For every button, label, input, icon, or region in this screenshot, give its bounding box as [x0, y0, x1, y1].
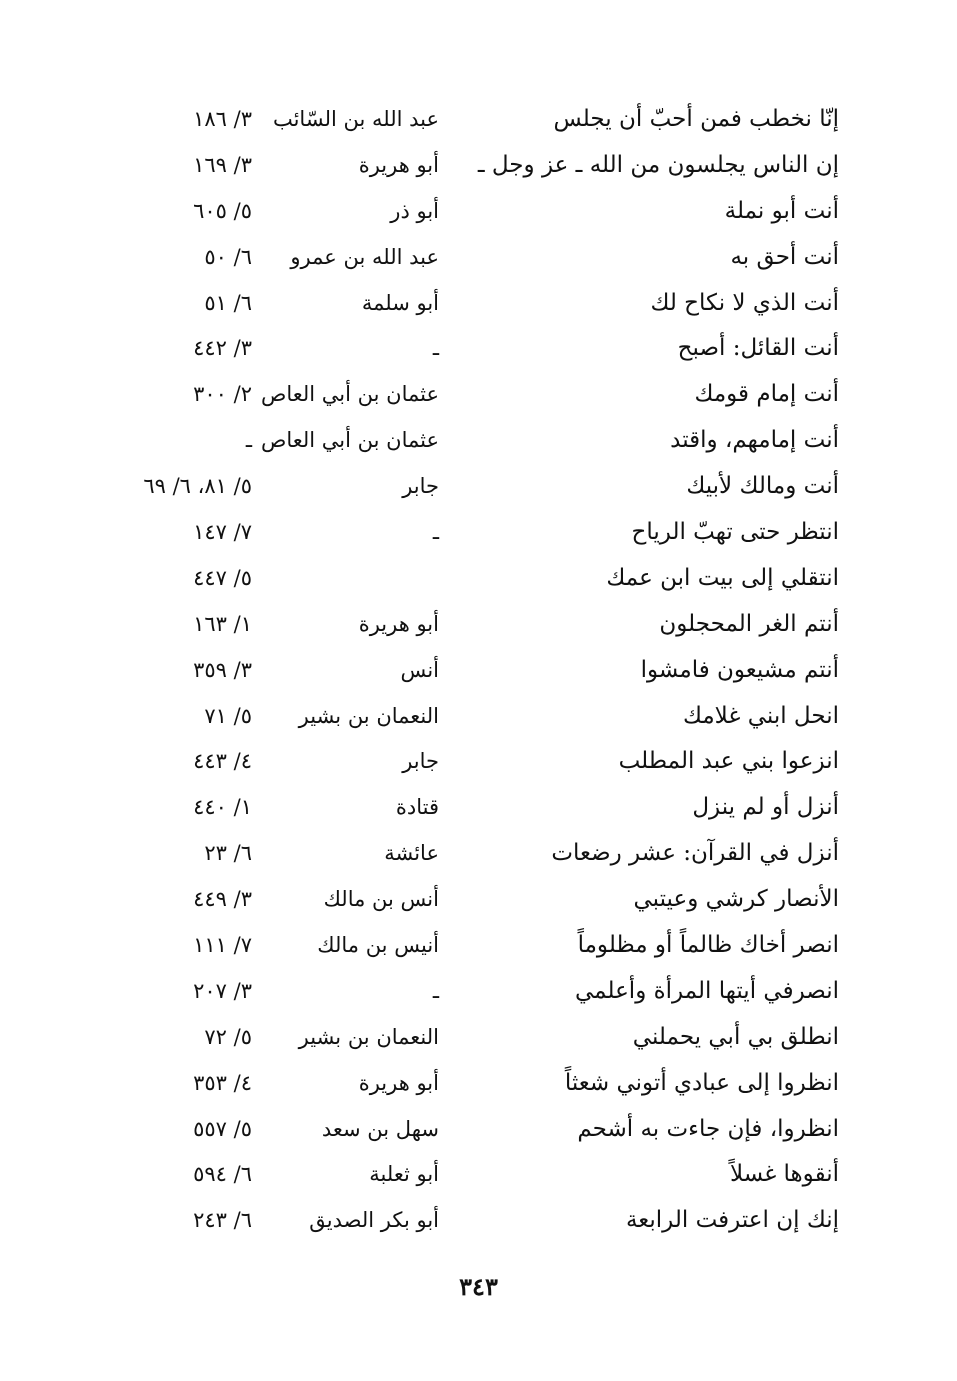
narrator-name: جابر [402, 749, 439, 774]
index-row [0, 280, 957, 326]
volume-page-reference: ٣/ ١٦٩ [193, 152, 252, 177]
narrator-name: أنيس بن مالك [317, 933, 439, 958]
index-row [0, 1060, 957, 1106]
narrator-name: عائشة [384, 841, 439, 866]
volume-page-reference: ٧/ ١٤٧ [193, 520, 252, 545]
narrator-name: أبو سلمة [361, 290, 439, 315]
volume-page-reference: ٣/ ٣٥٩ [193, 657, 252, 682]
volume-page-reference: ٣/ ٤٤٩ [193, 887, 252, 912]
hadith-text: انتظر حتى تهبّ الرياح [631, 519, 839, 546]
hadith-text: أنت إمامهم، واقتد [670, 427, 839, 454]
index-row [0, 784, 957, 830]
index-row [0, 142, 957, 188]
volume-page-reference: ٣/ ١٨٦ [193, 107, 252, 131]
volume-page-reference: ٦/ ٢٣ [204, 841, 252, 866]
index-row [0, 738, 957, 784]
index-row [0, 1151, 957, 1197]
index-row [0, 968, 957, 1014]
narrator-name: عثمان بن أبي العاص [260, 428, 439, 453]
volume-page-reference: ٦/ ٢٤٣ [193, 1208, 252, 1233]
volume-page-reference: ٤/ ٤٤٣ [193, 749, 252, 774]
volume-page-reference: ٥/ ٥٥٧ [193, 1116, 252, 1141]
index-row [0, 647, 957, 693]
index-row [0, 830, 957, 876]
narrator-name: عبد الله بن السّائب [272, 107, 439, 131]
hadith-text: انصرفي أيتها المرأة وأعلمي [575, 977, 839, 1004]
index-row [0, 922, 957, 968]
narrator-name: أبو بكر الصديق [309, 1208, 439, 1233]
narrator-name: ـ [432, 336, 439, 361]
hadith-text: انصر أخاك ظالماً أو مظلوماً [577, 932, 839, 959]
narrator-name: أبو هريرة [358, 1070, 439, 1095]
index-row [0, 371, 957, 417]
narrator-name: النعمان بن بشير [298, 703, 439, 728]
hadith-index-list [0, 96, 957, 1243]
index-row [0, 876, 957, 922]
hadith-text: انطلق بي أبي يحملني [632, 1023, 839, 1050]
volume-page-reference: ٣/ ٢٠٧ [193, 978, 252, 1003]
narrator-name: أنس [400, 657, 439, 682]
hadith-text: إنّا نخطب فمن أحبّ أن يجلس [553, 106, 839, 132]
hadith-text: أنت أبو نملة [724, 197, 839, 224]
index-row [0, 234, 957, 280]
index-row [0, 188, 957, 234]
hadith-text: انتقلي إلى بيت ابن عمك [606, 564, 839, 591]
volume-page-reference: ٥/ ٤٤٧ [193, 565, 252, 590]
hadith-text: إنك إن اعترفت الرابعة [625, 1207, 839, 1234]
narrator-name: جابر [402, 474, 439, 499]
narrator-name: أنس بن مالك [323, 887, 439, 912]
hadith-text: أنت الذي لا نكاح لك [650, 289, 839, 316]
volume-page-reference: ١/ ٤٤٠ [193, 795, 252, 820]
hadith-text: أنقوها غسلاً [729, 1161, 839, 1188]
volume-page-reference: ٥/ ٧٢ [204, 1024, 252, 1049]
index-row [0, 463, 957, 509]
hadith-text: انزعوا بني عبد المطلب [618, 748, 839, 775]
page-number: ٣٤٣ [459, 1272, 498, 1301]
volume-page-reference: ٦/ ٥٠ [204, 244, 252, 269]
hadith-text: أنت أحق به [730, 243, 839, 270]
volume-page-reference: ٢/ ٣٠٠ [193, 382, 252, 407]
narrator-name: أبو ثعلبة [369, 1162, 439, 1187]
hadith-text: انظروا، فإن جاءت به أشحم [577, 1115, 839, 1142]
hadith-text: أنت ومالك لأبيك [686, 473, 839, 500]
index-row [0, 1197, 957, 1243]
narrator-name: عثمان بن أبي العاص [260, 382, 439, 407]
hadith-text: أنزل أو لم ينزل [692, 794, 839, 821]
volume-page-reference: ٥/ ٧١ [204, 703, 252, 728]
narrator-name: سهل بن سعد [321, 1116, 439, 1141]
volume-page-reference: ٣/ ٤٤٢ [193, 336, 252, 361]
hadith-text: أنت القائل: أصبح [677, 335, 839, 362]
volume-page-reference: ١/ ١٦٣ [193, 611, 252, 636]
index-row [0, 325, 957, 371]
index-row [0, 693, 957, 739]
narrator-name: ـ [432, 520, 439, 545]
volume-page-reference: ٥/ ٦٠٥ [193, 198, 252, 223]
hadith-text: أنت إمام قومك [694, 381, 839, 408]
hadith-text: انظروا إلى عبادي أتوني شعثاً [564, 1069, 839, 1096]
narrator-name: عبد الله بن عمرو [290, 244, 439, 269]
index-row [0, 1106, 957, 1152]
hadith-text: أنتم مشيعون فامشوا [640, 656, 839, 683]
hadith-text: أنزل في القرآن: عشر رضعات [551, 840, 839, 867]
narrator-name: أبو هريرة [358, 152, 439, 177]
index-row [0, 96, 957, 142]
narrator-name: النعمان بن بشير [298, 1024, 439, 1049]
volume-page-reference: ٤/ ٣٥٣ [193, 1070, 252, 1095]
hadith-text: الأنصار كرشي وعيتبي [633, 886, 839, 913]
index-row [0, 555, 957, 601]
hadith-text: أنتم الغر المحجلون [659, 610, 839, 637]
volume-page-reference: ٥/ ٨١، ٦/ ٦٩ [143, 474, 252, 499]
index-row [0, 1014, 957, 1060]
index-row [0, 601, 957, 647]
volume-page-reference: ـ [245, 428, 252, 453]
volume-page-reference: ٦/ ٥٩٤ [193, 1162, 252, 1187]
index-row [0, 417, 957, 463]
narrator-name: قتادة [395, 795, 439, 820]
volume-page-reference: ٦/ ٥١ [204, 290, 252, 315]
hadith-text: انحل ابني غلامك [682, 702, 839, 729]
index-row [0, 509, 957, 555]
narrator-name: ـ [432, 978, 439, 1003]
narrator-name: أبو هريرة [358, 611, 439, 636]
volume-page-reference: ٧/ ١١١ [193, 933, 252, 958]
hadith-text: إن الناس يجلسون من الله ـ عز وجل ـ [477, 151, 839, 178]
narrator-name: أبو ذر [390, 198, 439, 223]
